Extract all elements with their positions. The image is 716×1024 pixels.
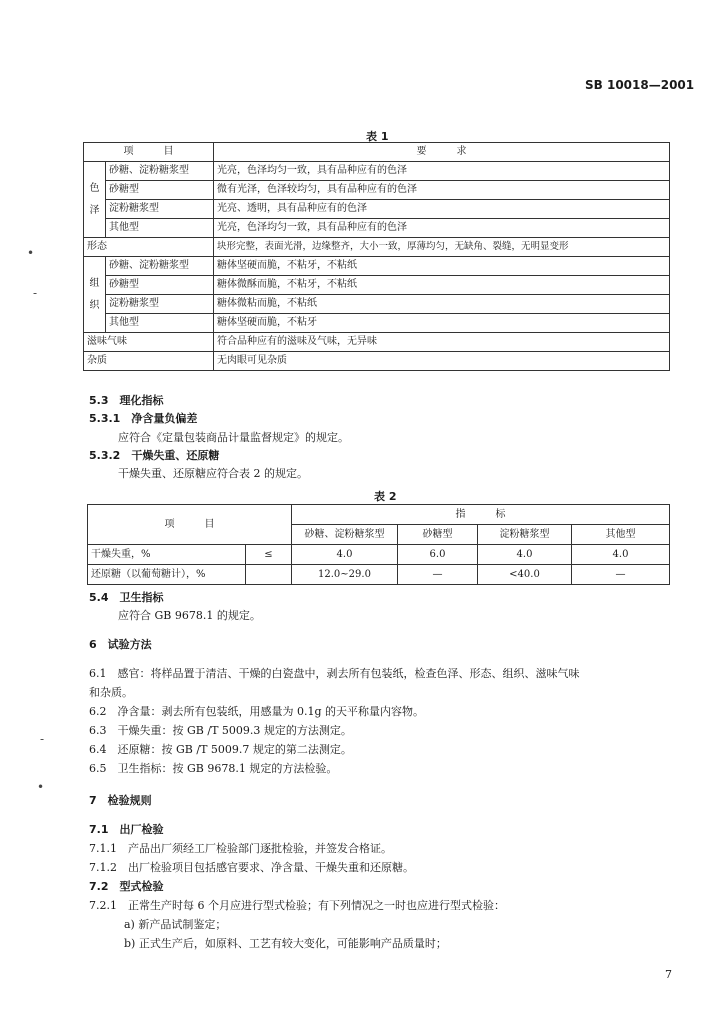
- color-group-label: 色 泽: [84, 162, 106, 238]
- section-7-1-heading: 7.1 出厂检验: [89, 823, 164, 836]
- table-row: [84, 314, 670, 333]
- section-5-3-2-text: 干燥失重、还原糖应符合表 2 的规定。: [118, 467, 308, 480]
- row-requirement: 光亮，色泽均匀一致，具有品种应有的色泽: [214, 162, 670, 181]
- physicochemical-table: [87, 504, 670, 585]
- impurity-label: 杂质: [84, 352, 214, 371]
- table-header-row: [84, 143, 670, 162]
- table-row: [84, 200, 670, 219]
- table-row: [88, 545, 670, 565]
- table-row: [84, 333, 670, 352]
- texture-group-label: 组 织: [84, 257, 106, 333]
- cell-value: —: [572, 565, 670, 585]
- header-requirement: 要 求: [214, 143, 670, 162]
- row-operator: [246, 565, 292, 585]
- col-header: 淀粉糖浆型: [478, 525, 572, 545]
- list-item-b: b) 正式生产后，如原料、工艺有较大变化，可能影响产品质量时；: [124, 937, 447, 950]
- row-type: 砂糖、淀粉糖浆型: [106, 257, 214, 276]
- list-item-a: a) 新产品试制鉴定；: [124, 918, 227, 931]
- col-header: 砂糖型: [398, 525, 478, 545]
- table1-caption: 表 1: [366, 130, 389, 143]
- cell-value: 4.0: [572, 545, 670, 565]
- row-requirement: 糖体坚硬而脆，不粘牙，不粘纸: [214, 257, 670, 276]
- row-type: 砂糖型: [106, 276, 214, 295]
- cell-value: 4.0: [292, 545, 398, 565]
- margin-mark: •: [27, 246, 35, 260]
- para-6-3: 6.3 干燥失重：按 GB /T 5009.3 规定的方法测定。: [89, 724, 352, 737]
- row-requirement: 糖体微粘而脆，不粘纸: [214, 295, 670, 314]
- table-row: [84, 162, 670, 181]
- table-row: [84, 219, 670, 238]
- impurity-requirement: 无肉眼可见杂质: [214, 352, 670, 371]
- cell-value: —: [398, 565, 478, 585]
- table-row: [84, 181, 670, 200]
- cell-value: 6.0: [398, 545, 478, 565]
- section-7-heading: 7 检验规则: [89, 794, 152, 807]
- row-requirement: 糖体微酥而脆，不粘牙，不粘纸: [214, 276, 670, 295]
- table-row: [84, 276, 670, 295]
- para-6-5: 6.5 卫生指标：按 GB 9678.1 规定的方法检验。: [89, 762, 338, 775]
- row-requirement: 光亮、透明，具有品种应有的色泽: [214, 200, 670, 219]
- header-item: 项 目: [88, 505, 292, 545]
- form-label: 形态: [84, 238, 214, 257]
- table-row: [88, 565, 670, 585]
- para-7-2-1: 7.2.1 正常生产时每 6 个月应进行型式检验；有下列情况之一时也应进行型式检验：: [89, 899, 505, 912]
- form-requirement: 块形完整，表面光滑，边缘整齐，大小一致，厚薄均匀，无缺角、裂缝，无明显变形: [214, 238, 670, 257]
- para-6-2: 6.2 净含量：剥去所有包装纸，用感量为 0.1g 的天平称量内容物。: [89, 705, 425, 718]
- table-row: [84, 295, 670, 314]
- section-5-3-1-heading: 5.3.1 净含量负偏差: [89, 412, 198, 425]
- cell-value: 12.0~29.0: [292, 565, 398, 585]
- row-name: 还原糖（以葡萄糖计），%: [88, 565, 246, 585]
- col-header: 砂糖、淀粉糖浆型: [292, 525, 398, 545]
- row-type: 砂糖、淀粉糖浆型: [106, 162, 214, 181]
- para-6-1-cont: 和杂质。: [89, 686, 133, 699]
- margin-mark: •: [37, 780, 45, 794]
- table-row: [84, 352, 670, 371]
- section-5-4-text: 应符合 GB 9678.1 的规定。: [118, 609, 261, 622]
- margin-mark: -: [40, 732, 45, 746]
- para-6-1: 6.1 感官：将样品置于清洁、干燥的白瓷盘中，剥去所有包装纸，检查色泽、形态、组织、滋味气味: [89, 667, 580, 680]
- row-name: 干燥失重，%: [88, 545, 246, 565]
- row-requirement: 光亮，色泽均匀一致，具有品种应有的色泽: [214, 219, 670, 238]
- margin-mark: -: [33, 286, 38, 300]
- para-7-1-2: 7.1.2 出厂检验项目包括感官要求、净含量、干燥失重和还原糖。: [89, 861, 414, 874]
- row-requirement: 微有光泽，色泽较均匀，具有品种应有的色泽: [214, 181, 670, 200]
- table2-caption: 表 2: [374, 490, 397, 503]
- row-type: 淀粉糖浆型: [106, 200, 214, 219]
- header-item: 项 目: [84, 143, 214, 162]
- para-6-4: 6.4 还原糖：按 GB /T 5009.7 规定的第二法测定。: [89, 743, 352, 756]
- row-type: 砂糖型: [106, 181, 214, 200]
- section-5-3-1-text: 应符合《定量包装商品计量监督规定》的规定。: [118, 431, 349, 444]
- section-5-3-heading: 5.3 理化指标: [89, 394, 164, 407]
- table-row: [84, 257, 670, 276]
- section-5-4-heading: 5.4 卫生指标: [89, 591, 164, 604]
- cell-value: 4.0: [478, 545, 572, 565]
- section-5-3-2-heading: 5.3.2 干燥失重、还原糖: [89, 449, 220, 462]
- row-type: 淀粉糖浆型: [106, 295, 214, 314]
- sensory-requirements-table: [83, 142, 670, 371]
- table-row: [84, 238, 670, 257]
- page-number: 7: [665, 968, 672, 981]
- row-type: 其他型: [106, 314, 214, 333]
- header-index: 指 标: [292, 505, 670, 525]
- col-header: 其他型: [572, 525, 670, 545]
- cell-value: <40.0: [478, 565, 572, 585]
- standard-number: SB 10018—2001: [585, 78, 695, 92]
- taste-requirement: 符合品种应有的滋味及气味，无异味: [214, 333, 670, 352]
- section-6-heading: 6 试验方法: [89, 638, 152, 651]
- taste-label: 滋味气味: [84, 333, 214, 352]
- table-header-row: [88, 505, 670, 525]
- row-operator: ≤: [246, 545, 292, 565]
- row-type: 其他型: [106, 219, 214, 238]
- row-requirement: 糖体坚硬而脆，不粘牙: [214, 314, 670, 333]
- para-7-1-1: 7.1.1 产品出厂须经工厂检验部门逐批检验，并签发合格证。: [89, 842, 392, 855]
- section-7-2-heading: 7.2 型式检验: [89, 880, 164, 893]
